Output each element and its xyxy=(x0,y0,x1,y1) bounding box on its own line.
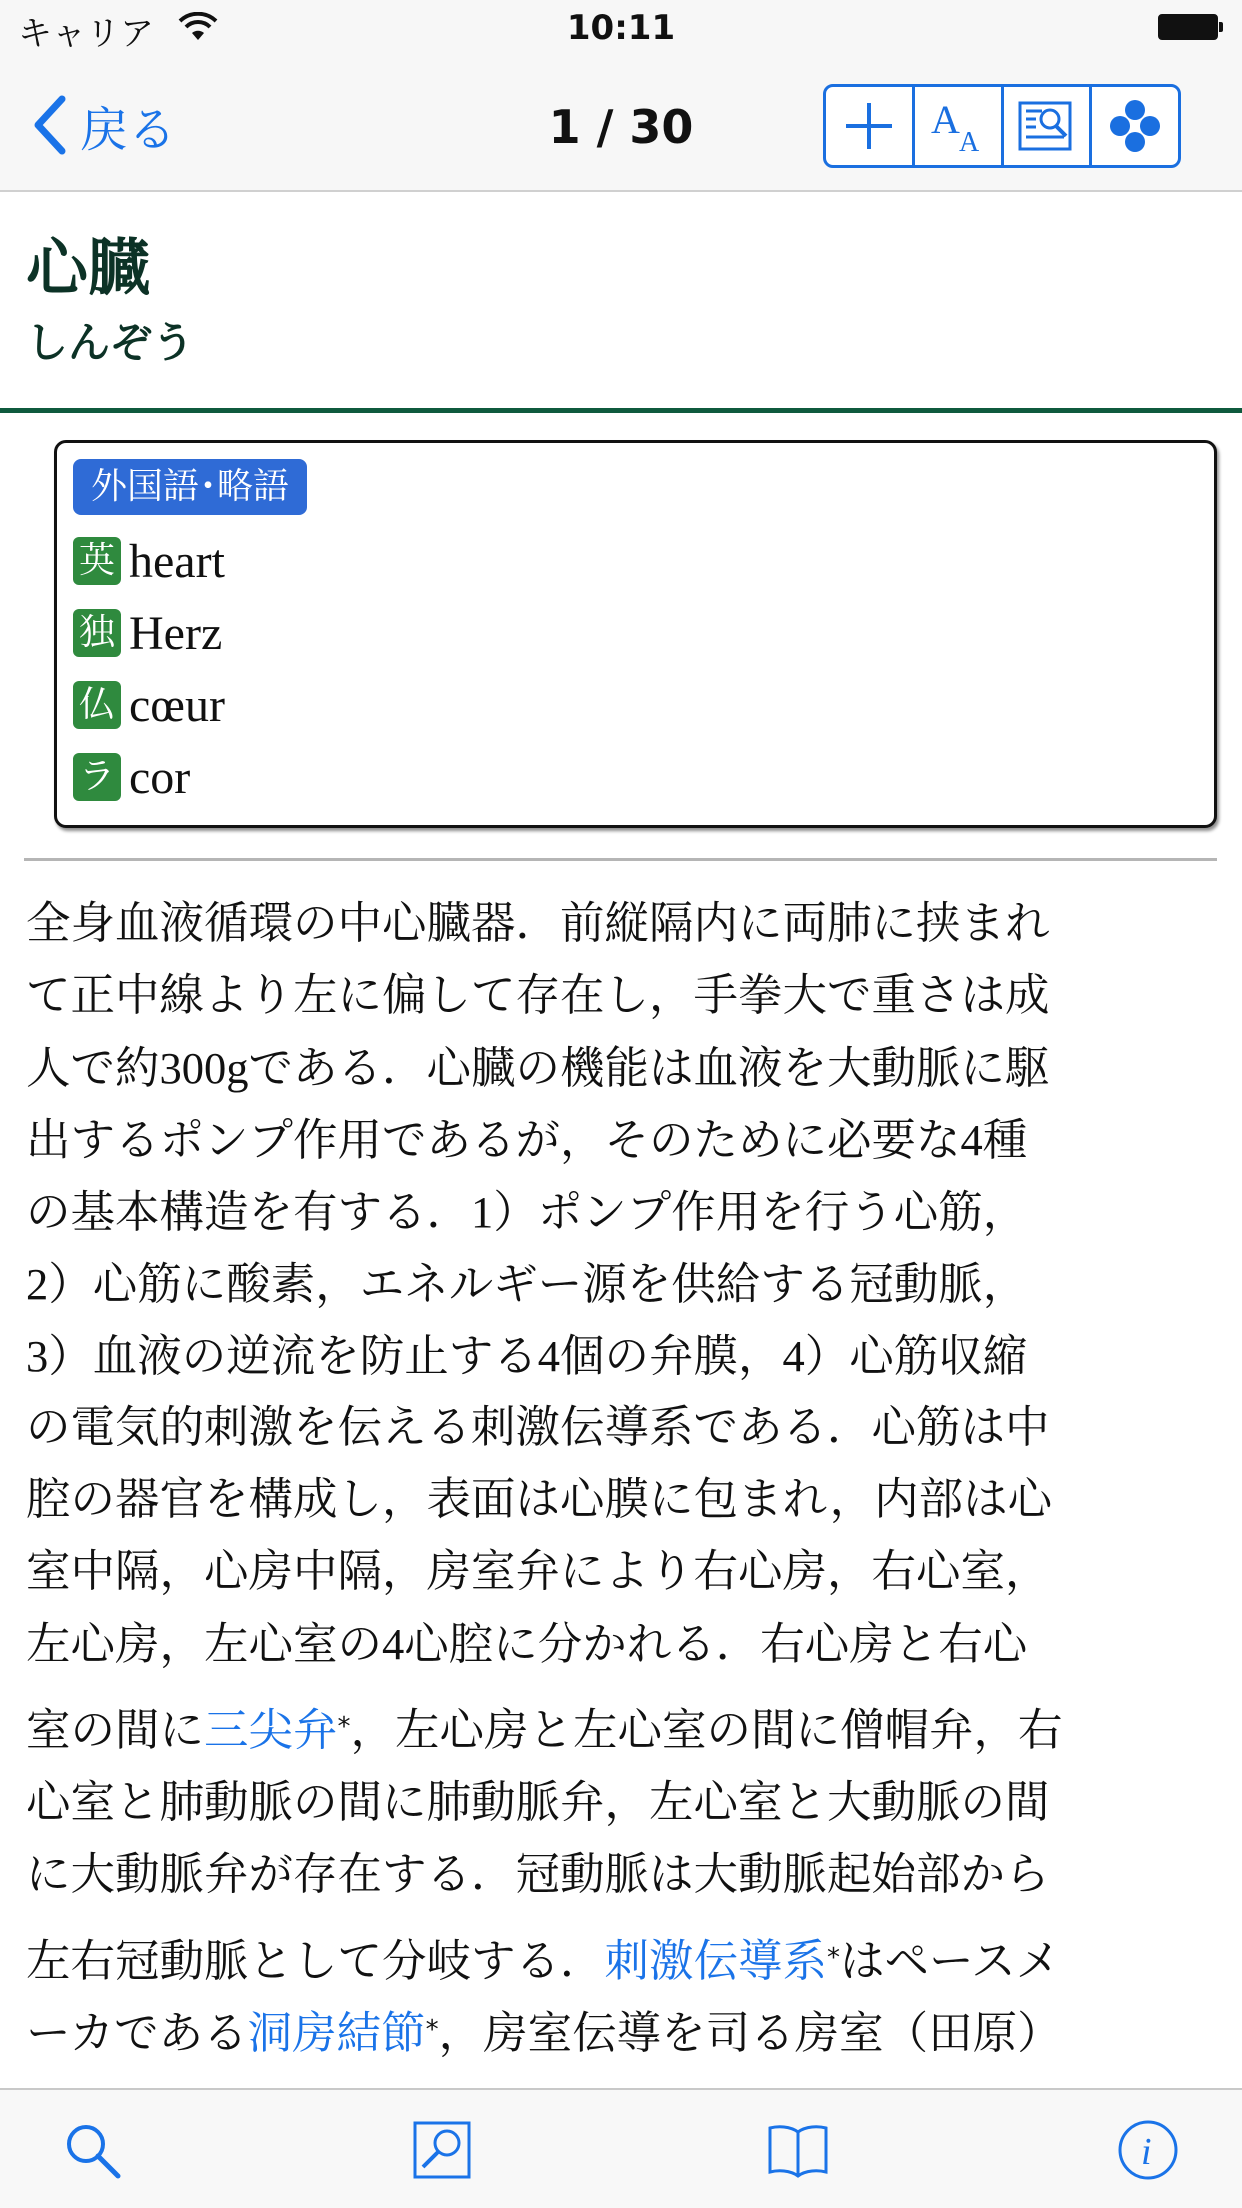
body-line: の基本構造を有する．1）ポンプ作用を行う心筋， xyxy=(26,1187,1028,1238)
body-line: の電気的刺激を伝える刺激伝導系である．心筋は中 xyxy=(26,1402,1050,1453)
body-line: 室中隔，心房中隔，房室弁により右心房，右心室， xyxy=(26,1546,1050,1597)
body-line: 心室と肺動脈の間に肺動脈弁，左心室と大動脈の間 xyxy=(26,1777,1050,1828)
body-line: 左右冠動脈として分岐する．刺激伝導系*はペースメ xyxy=(26,1936,1061,1987)
tab-info[interactable] xyxy=(1116,2118,1180,2182)
cluster-icon xyxy=(1106,97,1164,155)
language-badge: 仏 xyxy=(73,681,121,729)
foreign-words-heading: 外国語･略語 xyxy=(73,459,307,515)
tab-dictionary[interactable] xyxy=(766,2118,830,2182)
page-indicator: 1 / 30 xyxy=(548,100,694,154)
add-bookmark-button[interactable] xyxy=(826,87,915,165)
chevron-left-icon xyxy=(32,95,66,155)
entry-header xyxy=(0,192,1242,412)
link-conduction-system[interactable]: 刺激伝導系 xyxy=(604,1936,828,1987)
language-badge: 独 xyxy=(73,609,121,657)
foreign-word-row xyxy=(73,677,225,733)
search-image-icon xyxy=(411,2119,473,2181)
font-size-icon xyxy=(927,97,989,155)
header-divider xyxy=(0,408,1242,413)
body-line: 腔の器官を構成し，表面は心膜に包まれ，内部は心 xyxy=(26,1474,1053,1525)
status-bar xyxy=(0,0,1242,60)
search-icon xyxy=(62,2120,122,2180)
body-line: 人で約300gである．心臓の機能は血液を大動脈に駆 xyxy=(26,1043,1050,1094)
link-sinoatrial-node[interactable]: 洞房結節 xyxy=(247,2008,426,2059)
font-size-button[interactable] xyxy=(915,87,1004,165)
entry-reading: しんぞう xyxy=(26,318,195,367)
navigation-bar xyxy=(0,60,1242,192)
body-line: ーカである洞房結節*，房室伝導を司る房室（田原） xyxy=(26,2008,1062,2059)
body-line: 3）血液の逆流を防止する4個の弁膜，4）心筋収縮 xyxy=(26,1331,1028,1382)
clock: 10:11 xyxy=(566,8,676,48)
plus-icon xyxy=(842,99,896,153)
svg-text:A: A xyxy=(958,127,979,155)
foreign-word-row xyxy=(73,605,222,661)
book-icon xyxy=(766,2122,830,2178)
language-badge: 英 xyxy=(73,537,121,585)
toolbar-segment xyxy=(823,84,1181,168)
svg-text:A: A xyxy=(930,97,960,142)
body-line: 全身血液循環の中心臓器．前縦隔内に両肺に挟まれ xyxy=(26,898,1050,949)
foreign-word: heart xyxy=(129,534,225,588)
body-line: 出するポンプ作用であるが，そのために必要な4種 xyxy=(26,1115,1028,1166)
entry-body xyxy=(26,888,1222,2070)
foreign-word: Herz xyxy=(129,606,223,660)
body-line: 2）心筋に酸素，エネルギー源を供給する冠動脈， xyxy=(26,1259,1028,1310)
tab-search[interactable] xyxy=(60,2118,124,2182)
body-line: 左心房，左心室の4心腔に分かれる．右心房と右心 xyxy=(26,1619,1028,1670)
body-line: て正中線より左に偏して存在し，手拳大で重さは成 xyxy=(26,970,1050,1021)
section-divider xyxy=(24,858,1217,861)
back-button[interactable] xyxy=(32,92,176,158)
link-tricuspid-valve[interactable]: 三尖弁 xyxy=(204,1705,338,1756)
carrier-label: キャリア xyxy=(18,14,154,54)
battery-icon xyxy=(1158,14,1224,42)
svg-text:i: i xyxy=(1141,2131,1152,2173)
body-line: に大動脈弁が存在する．冠動脈は大動脈起始部から xyxy=(26,1849,1050,1900)
foreign-word-row xyxy=(73,749,190,805)
foreign-word: cœur xyxy=(129,678,225,732)
foreign-word: cor xyxy=(129,750,191,804)
body-line: 室の間に三尖弁*，左心房と左心室の間に僧帽弁，右 xyxy=(26,1705,1063,1756)
search-in-page-button[interactable] xyxy=(1004,87,1093,165)
tab-bar xyxy=(0,2088,1242,2208)
related-terms-button[interactable] xyxy=(1092,87,1178,165)
info-icon xyxy=(1116,2118,1180,2182)
foreign-word-row xyxy=(73,533,225,589)
tab-image-search[interactable] xyxy=(410,2118,474,2182)
entry-title: 心臓 xyxy=(26,231,151,304)
foreign-words-box xyxy=(54,440,1217,828)
search-in-page-icon xyxy=(1016,97,1076,155)
language-badge: ラ xyxy=(73,753,121,801)
back-button-label: 戻る xyxy=(80,101,177,158)
